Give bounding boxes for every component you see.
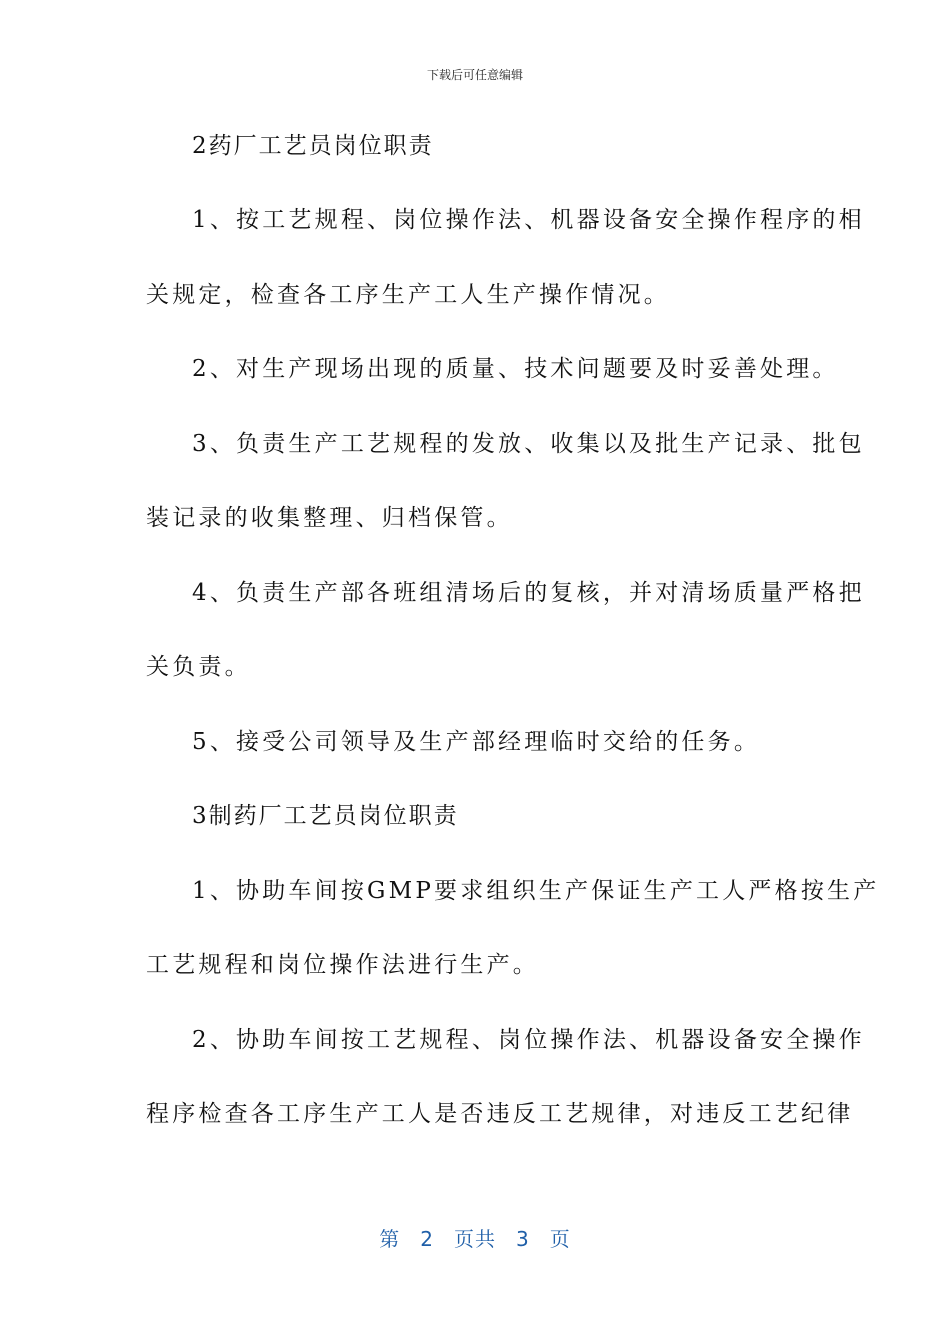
page-footer — [0, 1226, 950, 1252]
paragraph-line: 5、接受公司领导及生产部经理临时交给的任务。 — [192, 729, 761, 755]
paragraph-line: 1、按工艺规程、岗位操作法、机器设备安全操作程序的相 — [192, 207, 865, 233]
section-heading-3: 3制药厂工艺员岗位职责 — [192, 803, 459, 829]
paragraph-line: 1、协助车间按GMP要求组织生产保证生产工人严格按生产 — [192, 878, 880, 904]
header-note: 下载后可任意编辑 — [426, 68, 523, 82]
paragraph-line: 装记录的收集整理、归档保管。 — [146, 505, 513, 531]
paragraph-line: 程序检查各工序生产工人是否违反工艺规律，对违反工艺纪律 — [146, 1101, 854, 1127]
paragraph-line: 关负责。 — [146, 654, 251, 680]
paragraph-line: 3、负责生产工艺规程的发放、收集以及批生产记录、批包 — [192, 431, 865, 457]
paragraph-line: 2、协助车间按工艺规程、岗位操作法、机器设备安全操作 — [192, 1027, 865, 1053]
section-heading-2: 2药厂工艺员岗位职责 — [192, 133, 434, 159]
paragraph-line: 4、负责生产部各班组清场后的复核，并对清场质量严格把 — [192, 580, 865, 606]
footer-current-page: 2 — [420, 1227, 434, 1251]
footer-middle: 页共 — [454, 1227, 496, 1251]
paragraph-line: 关规定，检查各工序生产工人生产操作情况。 — [146, 282, 670, 308]
paragraph-line: 2、对生产现场出现的质量、技术问题要及时妥善处理。 — [192, 356, 839, 382]
paragraph-line: 工艺规程和岗位操作法进行生产。 — [146, 952, 539, 978]
footer-total-pages: 3 — [516, 1227, 530, 1251]
footer-prefix: 第 — [379, 1227, 401, 1251]
footer-suffix: 页 — [549, 1227, 571, 1251]
